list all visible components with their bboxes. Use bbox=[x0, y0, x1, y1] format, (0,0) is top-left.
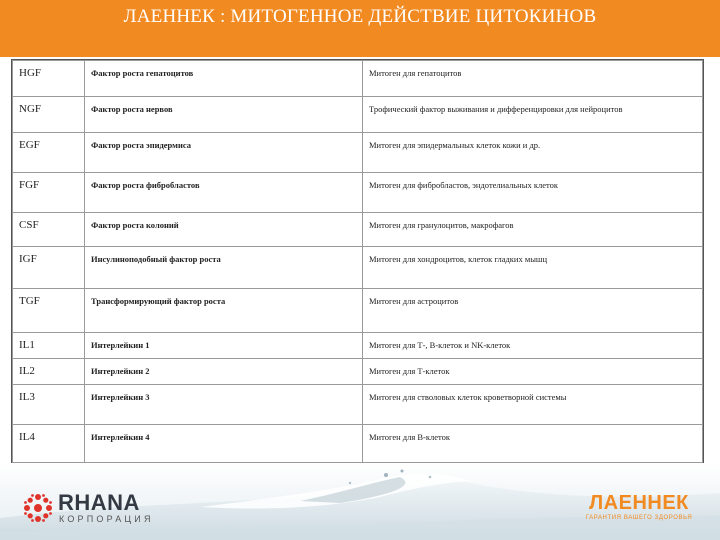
cytokine-code: NGF bbox=[13, 97, 85, 133]
table-row bbox=[13, 425, 703, 463]
cytokine-effect: Митоген для Т-клеток bbox=[363, 359, 703, 385]
cytokine-name: Интерлейкин 1 bbox=[85, 333, 363, 359]
table-row bbox=[13, 289, 703, 333]
table-row bbox=[13, 97, 703, 133]
rhana-brand-name: RHANA bbox=[58, 490, 140, 515]
table-row bbox=[13, 213, 703, 247]
cytokine-effect: Митоген для хондроцитов, клеток гладких мышц bbox=[363, 247, 703, 289]
cytokine-name: Фактор роста колоний bbox=[85, 213, 363, 247]
table-row bbox=[13, 385, 703, 425]
rhana-brand-subtitle: КОРПОРАЦИЯ bbox=[59, 514, 154, 524]
cytokine-effect: Митоген для эпидермальных клеток кожи и др. bbox=[363, 133, 703, 173]
cytokine-name: Трансформирующий фактор роста bbox=[85, 289, 363, 333]
laennek-brand-subtitle: ГАРАНТИЯ ВАШЕГО ЗДОРОВЬЯ bbox=[585, 515, 693, 521]
cytokine-effect: Митоген для гранулоцитов, макрофагов bbox=[363, 213, 703, 247]
cytokine-code: HGF bbox=[13, 61, 85, 97]
table-row bbox=[13, 359, 703, 385]
cytokine-effect: Митоген для фибробластов, эндотелиальных клеток bbox=[363, 173, 703, 213]
cytokine-code: EGF bbox=[13, 133, 85, 173]
cytokine-name: Интерлейкин 4 bbox=[85, 425, 363, 463]
table-row bbox=[13, 173, 703, 213]
cytokine-code: IL2 bbox=[13, 359, 85, 385]
cytokine-code: CSF bbox=[13, 213, 85, 247]
table-row bbox=[13, 333, 703, 359]
cytokine-name: Фактор роста гепатоцитов bbox=[85, 61, 363, 97]
slide-title: ЛАЕННЕК : МИТОГЕННОЕ ДЕЙСТВИЕ ЦИТОКИНОВ bbox=[123, 6, 597, 27]
cytokine-name: Фактор роста эпидермиса bbox=[85, 133, 363, 173]
cytokine-effect: Митоген для гепатоцитов bbox=[363, 61, 703, 97]
cytokine-name: Инсулиноподобный фактор роста bbox=[85, 247, 363, 289]
cytokine-name: Фактор роста фибробластов bbox=[85, 173, 363, 213]
cytokine-name: Интерлейкин 3 bbox=[85, 385, 363, 425]
table-row bbox=[13, 247, 703, 289]
cytokine-effect: Митоген для Т-, В-клеток и NK-клеток bbox=[363, 333, 703, 359]
title-bar bbox=[0, 0, 720, 57]
cytokine-code: IL1 bbox=[13, 333, 85, 359]
cytokine-effect: Митоген для В-клеток bbox=[363, 425, 703, 463]
cytokine-name: Фактор роста нервов bbox=[85, 97, 363, 133]
table-row bbox=[13, 61, 703, 97]
cytokine-name: Интерлейкин 2 bbox=[85, 359, 363, 385]
cytokine-code: IL4 bbox=[13, 425, 85, 463]
cytokine-code: FGF bbox=[13, 173, 85, 213]
cytokine-table bbox=[11, 59, 704, 463]
laennek-logo bbox=[574, 492, 704, 528]
rhana-logo bbox=[22, 488, 172, 528]
table bbox=[12, 60, 703, 463]
cytokine-effect: Митоген для астроцитов bbox=[363, 289, 703, 333]
cytokine-code: IGF bbox=[13, 247, 85, 289]
cytokine-effect: Трофический фактор выживания и дифференцировки для нейроцитов bbox=[363, 97, 703, 133]
cytokine-code: IL3 bbox=[13, 385, 85, 425]
rhana-flower-icon bbox=[22, 492, 54, 524]
cytokine-effect: Митоген для стволовых клеток кроветворной системы bbox=[363, 385, 703, 425]
table-row bbox=[13, 133, 703, 173]
cytokine-code: TGF bbox=[13, 289, 85, 333]
laennek-brand-name: ЛАЕННЕК bbox=[589, 492, 689, 514]
